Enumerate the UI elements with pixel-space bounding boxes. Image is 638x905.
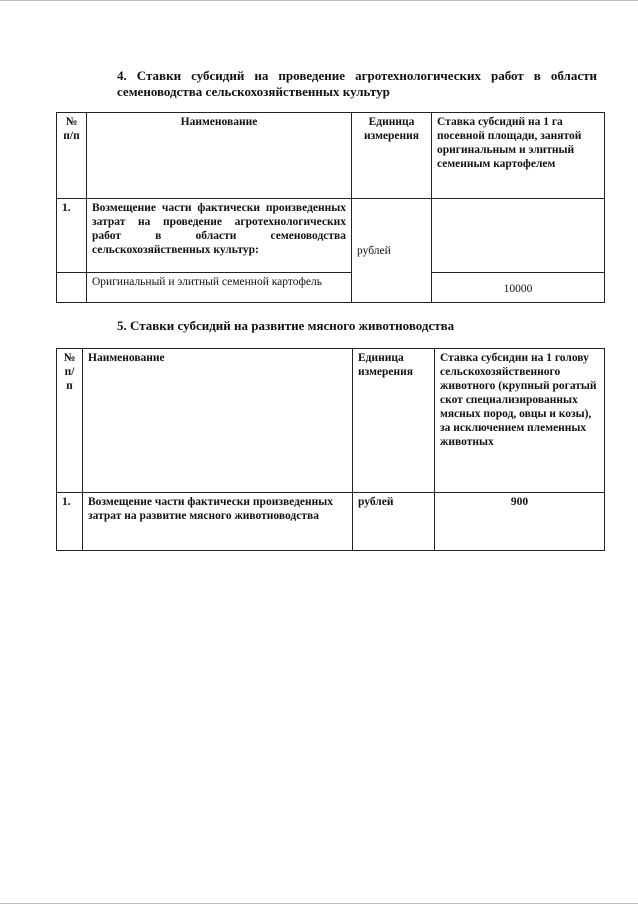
header-unit: Единица измерения [352, 113, 432, 199]
row-unit: рублей [353, 493, 435, 551]
row-rate: 900 [435, 493, 605, 551]
table-header-row [57, 349, 605, 493]
row-name: Возмещение части фактически произведенных затрат на развитие мясного животноводства [83, 493, 353, 551]
table-row [57, 199, 605, 273]
scan-edge-bottom [0, 903, 638, 904]
row-unit: рублей [352, 199, 432, 303]
table-row [57, 273, 605, 303]
row-num: 1. [57, 199, 87, 273]
section4-heading: 4. Ставки субсидий на проведение агротехнологических работ в области семеноводства сельскохозяйственных культур [117, 68, 597, 99]
header-num: № п/п [57, 113, 87, 199]
section5-table [56, 348, 605, 551]
scan-edge-top [0, 0, 638, 1]
header-rate: Ставка субсидий на 1 га посевной площади, занятой оригинальным и элитный семенным картофелем [432, 113, 605, 199]
table-row [57, 493, 605, 551]
row-name: Оригинальный и элитный семенной картофель [87, 273, 352, 303]
header-rate: Ставка субсидии на 1 голову сельскохозяйственного животного (крупный рогатый скот специализированных мясных пород, овцы и козы), за исключением племенных животных [435, 349, 605, 493]
row-rate-empty [432, 199, 605, 273]
row-name: Возмещение части фактически произведенных затрат на проведение агротехнологических работ в области семеноводства сельскохозяйственных культур: [87, 199, 352, 273]
header-num: № п/п [57, 349, 83, 493]
section5-heading: 5. Ставки субсидий на развитие мясного животноводства [117, 318, 455, 333]
section4-table [56, 112, 605, 303]
table-header-row [57, 113, 605, 199]
row-rate: 10000 [432, 273, 605, 303]
row-num: 1. [57, 493, 83, 551]
header-name: Наименование [83, 349, 353, 493]
header-unit: Единица измерения [353, 349, 435, 493]
header-name: Наименование [87, 113, 352, 199]
row-num-empty [57, 273, 87, 303]
